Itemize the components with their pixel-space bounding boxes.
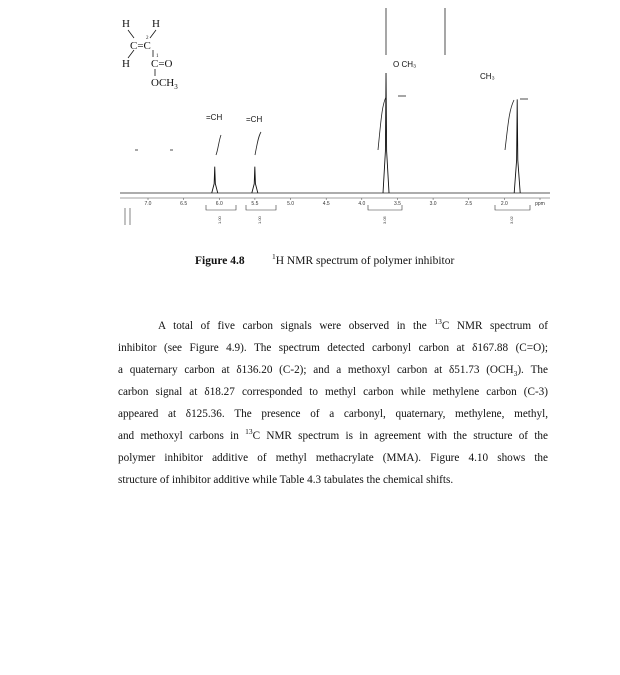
- structure-num-2: 2: [146, 36, 149, 41]
- superscript: 13: [245, 427, 253, 436]
- peak-mark: [383, 73, 389, 193]
- text-run: C NMR spectrum is in agreement with the structure of the: [252, 430, 548, 442]
- paragraph-line: [118, 359, 548, 381]
- tick-label: 4.5: [322, 201, 330, 207]
- peak-mark: [252, 167, 258, 193]
- tick-label: ppm: [535, 201, 545, 207]
- integration-curve: [216, 135, 221, 155]
- structure-h-top-right: H: [152, 18, 160, 30]
- structure-methoxy: OCH: [151, 77, 175, 89]
- paragraph-line: carbon signal at δ18.27 corresponded to methyl carbon while methylene carbon (C-3): [118, 386, 548, 398]
- svg-text:OCH3: [151, 77, 178, 91]
- text-run: C NMR spectrum of: [441, 320, 548, 332]
- structure-num-1: 1: [156, 54, 159, 59]
- integration-value: 1.00: [217, 216, 222, 224]
- text-run: A total of five carbon signals were observed in the: [158, 320, 435, 332]
- integration-curve: [255, 132, 261, 155]
- paragraph-line: [118, 315, 548, 337]
- peak-label-eq-ch-2: =CH: [246, 115, 263, 124]
- peak-mark: [514, 99, 520, 193]
- structure-h-bottom-left: H: [122, 58, 130, 70]
- text-run: ). The: [517, 364, 548, 376]
- structure-h-top-left: H: [122, 18, 130, 30]
- superscript: 13: [434, 317, 442, 326]
- tick-label: 3.0: [429, 201, 437, 207]
- peak-label-eq-ch-1: =CH: [206, 113, 223, 122]
- integration-brackets: [125, 205, 530, 225]
- body-paragraph: [118, 315, 548, 491]
- integration-bracket: [125, 208, 130, 225]
- tick-label: 6.5: [180, 201, 188, 207]
- subscript: 3: [513, 369, 518, 379]
- integration-value: 3.02: [509, 216, 514, 224]
- integration-curve: [505, 100, 514, 150]
- text-run: a quaternary carbon at δ136.20 (C-2); and a methoxyl carbon at δ51.73 (OCH: [118, 364, 514, 376]
- tick-label: 5.5: [251, 201, 259, 207]
- chemical-structure: [122, 18, 178, 91]
- tick-label: 2.5: [465, 201, 473, 207]
- peaks: [212, 73, 520, 193]
- structure-carbonyl: C=O: [151, 58, 173, 70]
- caption-body: H NMR spectrum of polymer inhibitor: [275, 255, 455, 267]
- structure-methoxy-sub: 3: [174, 83, 178, 91]
- paragraph-line: polymer inhibitor additive of methyl methacrylate (MMA). Figure 4.10 shows the: [118, 452, 548, 464]
- bond-line: [150, 30, 156, 38]
- tick-label: 7.0: [144, 201, 152, 207]
- paragraph-line: appeared at δ125.36. The presence of a carbonyl, quaternary, methylene, methyl,: [118, 408, 548, 420]
- bond-line: [128, 30, 134, 38]
- integration-curves: [135, 96, 528, 155]
- paragraph-line: structure of inhibitor additive while Table 4.3 tabulates the chemical shifts.: [118, 474, 454, 486]
- paragraph-line: inhibitor (see Figure 4.9). The spectrum detected carbonyl carbon at δ167.88 (C=O);: [118, 342, 548, 354]
- caption-sup: 1: [272, 252, 276, 261]
- figure-caption: [0, 252, 620, 271]
- integration-value: 3.05: [382, 216, 387, 224]
- peak-mark: [212, 167, 218, 193]
- axis-ticks: [145, 198, 545, 207]
- caption-number: Figure 4.8: [195, 255, 245, 267]
- nmr-figure: [110, 0, 550, 245]
- text-run: and methoxyl carbons in: [118, 430, 246, 442]
- caption-text: [272, 252, 455, 267]
- nmr-spectrum-chart: [110, 0, 550, 245]
- structure-c-double: C=C: [130, 40, 151, 52]
- peak-label-och3: O CH₃: [393, 60, 417, 69]
- tick-label: 3.5: [393, 201, 401, 207]
- tick-label: 5.0: [287, 201, 295, 207]
- integration-value: 1.00: [257, 216, 262, 224]
- paragraph-line: [118, 425, 548, 447]
- tick-label: 4.0: [358, 201, 366, 207]
- peak-label-ch3: CH₃: [480, 72, 495, 81]
- integration-curve: [378, 97, 386, 150]
- tick-label: 6.0: [215, 201, 223, 207]
- tick-label: 2.0: [500, 201, 508, 207]
